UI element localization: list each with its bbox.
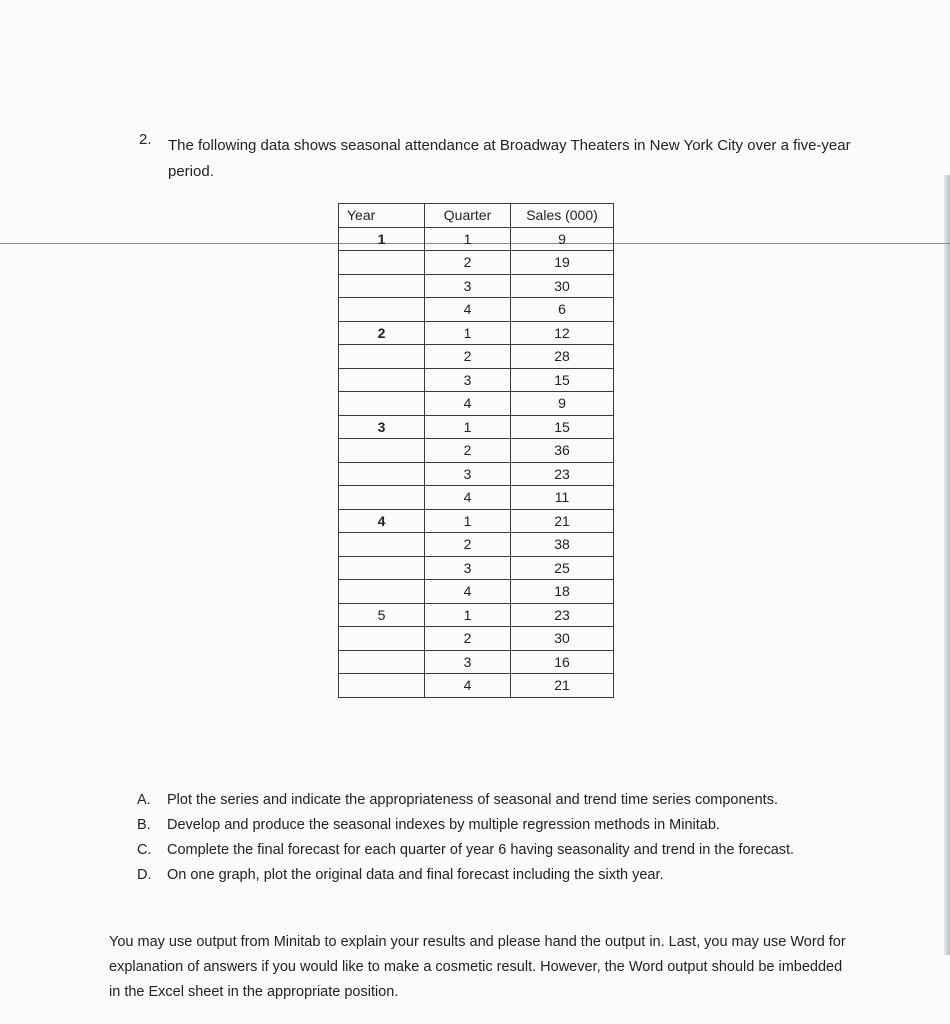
cell-quarter: 2 (425, 533, 511, 557)
cell-sales: 15 (511, 415, 614, 439)
part-text: Develop and produce the seasonal indexes by multiple regression methods in Minitab. (167, 817, 720, 833)
cell-quarter: 2 (425, 439, 511, 463)
table-row (339, 462, 614, 486)
question-part (137, 788, 857, 812)
cell-quarter: 3 (425, 556, 511, 580)
cell-year (339, 462, 425, 486)
table-row (339, 533, 614, 557)
question-parts (137, 788, 857, 888)
cell-quarter: 2 (425, 251, 511, 275)
question-part (137, 863, 857, 887)
table-row (339, 274, 614, 298)
cell-year (339, 533, 425, 557)
cell-year (339, 251, 425, 275)
cell-year: 4 (339, 509, 425, 533)
table-row (339, 251, 614, 275)
part-letter: A. (137, 792, 151, 808)
cell-sales: 30 (511, 274, 614, 298)
header-quarter: Quarter (425, 204, 511, 228)
cell-sales: 21 (511, 674, 614, 698)
table-row (339, 298, 614, 322)
cell-quarter: 1 (425, 227, 511, 251)
cell-sales: 36 (511, 439, 614, 463)
table-body (339, 227, 614, 697)
cell-quarter: 4 (425, 580, 511, 604)
cell-sales: 9 (511, 392, 614, 416)
part-letter: D. (137, 867, 152, 883)
cell-year (339, 392, 425, 416)
table-row (339, 674, 614, 698)
cell-year (339, 345, 425, 369)
cell-sales: 9 (511, 227, 614, 251)
cell-quarter: 4 (425, 298, 511, 322)
cell-quarter: 3 (425, 650, 511, 674)
table-row (339, 509, 614, 533)
cell-quarter: 1 (425, 415, 511, 439)
cell-sales: 23 (511, 603, 614, 627)
table-row (339, 556, 614, 580)
cell-quarter: 1 (425, 321, 511, 345)
table-row (339, 486, 614, 510)
table-row (339, 627, 614, 651)
part-text: Plot the series and indicate the appropriateness of seasonal and trend time series components. (167, 792, 778, 808)
table-row (339, 345, 614, 369)
header-year: Year (339, 204, 425, 228)
table-row (339, 603, 614, 627)
table-row (339, 439, 614, 463)
question-part (137, 813, 857, 837)
cell-sales: 38 (511, 533, 614, 557)
cell-quarter: 3 (425, 368, 511, 392)
cell-year (339, 650, 425, 674)
cell-sales: 28 (511, 345, 614, 369)
cell-year (339, 627, 425, 651)
table-row (339, 650, 614, 674)
cell-sales: 21 (511, 509, 614, 533)
question-intro: The following data shows seasonal attendance at Broadway Theaters in New York City over a five-year period. (168, 137, 851, 180)
table-header-row (339, 204, 614, 228)
cell-quarter: 1 (425, 603, 511, 627)
table-row (339, 321, 614, 345)
cell-year (339, 274, 425, 298)
cell-quarter: 1 (425, 509, 511, 533)
cell-sales: 15 (511, 368, 614, 392)
cell-sales: 18 (511, 580, 614, 604)
closing-instructions: You may use output from Minitab to explain your results and please hand the output in. Last, you may use Word for explanation of answers if you would like to make a cosmetic result. However, the Word output should be imbedded in the Excel sheet in the appropriate position. (109, 934, 846, 1000)
cell-year: 1 (339, 227, 425, 251)
cell-year: 5 (339, 603, 425, 627)
cell-sales: 19 (511, 251, 614, 275)
page-edge-shadow (944, 175, 950, 955)
cell-sales: 12 (511, 321, 614, 345)
cell-sales: 11 (511, 486, 614, 510)
cell-year (339, 368, 425, 392)
part-letter: B. (137, 817, 151, 833)
sales-table (338, 203, 614, 698)
cell-year (339, 439, 425, 463)
cell-quarter: 4 (425, 486, 511, 510)
cell-year (339, 298, 425, 322)
part-text: On one graph, plot the original data and final forecast including the sixth year. (167, 867, 664, 883)
cell-sales: 6 (511, 298, 614, 322)
cell-year: 3 (339, 415, 425, 439)
table-row (339, 227, 614, 251)
table-row (339, 368, 614, 392)
table-row (339, 580, 614, 604)
cell-year (339, 556, 425, 580)
table-row (339, 392, 614, 416)
cell-year: 2 (339, 321, 425, 345)
cell-quarter: 3 (425, 462, 511, 486)
cell-quarter: 2 (425, 345, 511, 369)
cell-year (339, 580, 425, 604)
cell-quarter: 2 (425, 627, 511, 651)
table-row (339, 415, 614, 439)
cell-sales: 30 (511, 627, 614, 651)
header-sales: Sales (000) (511, 204, 614, 228)
question-number: 2. (139, 131, 152, 148)
question-part (137, 838, 857, 862)
cell-sales: 25 (511, 556, 614, 580)
part-text: Complete the final forecast for each quarter of year 6 having seasonality and trend in the forecast. (167, 842, 795, 858)
cell-year (339, 486, 425, 510)
cell-sales: 23 (511, 462, 614, 486)
cell-sales: 16 (511, 650, 614, 674)
cell-year (339, 674, 425, 698)
cell-quarter: 4 (425, 674, 511, 698)
cell-quarter: 3 (425, 274, 511, 298)
part-letter: C. (137, 842, 152, 858)
cell-quarter: 4 (425, 392, 511, 416)
